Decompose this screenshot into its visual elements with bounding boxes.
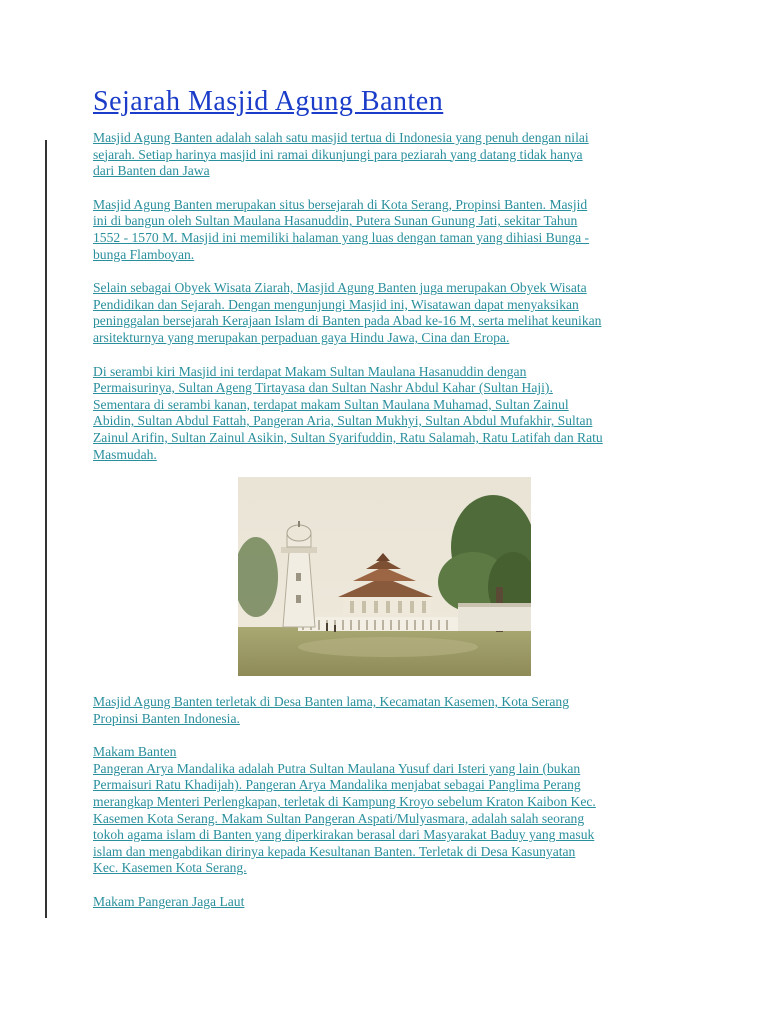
text-line: islam dan mengabdikan dirinya kepada Kesultanan Banten. Terletak di Desa Kasunyatan: [93, 843, 576, 859]
page-title[interactable]: Sejarah Masjid Agung Banten: [93, 86, 444, 117]
text-line: Kasemen Kota Serang. Makam Sultan Pangeran Aspati/Mulyasmara, adalah salah seorang: [93, 810, 585, 826]
text-line: Masmudah.: [93, 446, 157, 462]
section-heading: Makam Banten: [93, 744, 177, 760]
paragraph-location[interactable]: [93, 197, 678, 263]
mosque-painting: [238, 477, 531, 676]
mosque-illustration: [238, 477, 531, 676]
text-line: Masjid Agung Banten terletak di Desa Banten lama, Kecamatan Kasemen, Kota Serang: [93, 694, 570, 710]
text-line: Masjid Agung Banten adalah salah satu masjid tertua di Indonesia yang penuh dengan nilai: [93, 130, 589, 145]
text-line: Permaisurinya, Sultan Ageng Tirtayasa dan Sultan Nashr Abdul Kahar (Sultan Haji).: [93, 380, 553, 396]
text-line: arsitekturnya yang merupakan perpaduan gaya Hindu Jawa, Cina dan Eropa.: [93, 329, 510, 345]
paragraph-tourism[interactable]: [93, 280, 678, 346]
text-line: Propinsi Banten Indonesia.: [93, 710, 240, 726]
text-line: Pangeran Arya Mandalika adalah Putra Sultan Maulana Yusuf dari Isteri yang lain (bukan: [93, 760, 581, 776]
paragraph-makam-banten[interactable]: [93, 744, 678, 877]
margin-rule: [45, 140, 47, 918]
text-line: Sementara di serambi kanan, terdapat makam Sultan Maulana Muhamad, Sultan Zainul: [93, 396, 569, 412]
text-line: sejarah. Setiap harinya masjid ini ramai dikunjungi para peziarah yang datang tidak hanya: [93, 146, 583, 162]
text-line: 1552 - 1570 M. Masjid ini memiliki halaman yang luas dengan taman yang dihiasi Bunga -: [93, 229, 590, 245]
text-line: Permaisuri Ratu Khadijah). Pangeran Arya Mandalika menjabat sebagai Panglima Perang: [93, 777, 581, 793]
text-line: dari Banten dan Jawa: [93, 163, 210, 179]
paragraph-jaga-laut[interactable]: [93, 894, 678, 911]
text-line: bunga Flamboyan.: [93, 246, 195, 262]
text-line: ini di bangun oleh Sultan Maulana Hasanuddin, Putera Sunan Gunung Jati, sekitar Tahun: [93, 213, 578, 229]
paragraph-tombs[interactable]: [93, 364, 678, 464]
text-line: tokoh agama islam di Banten yang diperkirakan berasal dari Masyarakat Baduy yang masuk: [93, 827, 595, 843]
text-line: merangkap Menteri Perlengkapan, terletak di Kampung Kroyo sebelum Kraton Kaibon Kec.: [93, 794, 596, 810]
text-line: Zainul Arifin, Sultan Zainul Asikin, Sultan Syarifuddin, Ratu Salamah, Ratu Latifah dan Ratu: [93, 429, 603, 445]
paragraph-intro[interactable]: [93, 130, 678, 180]
text-line: Di serambi kiri Masjid ini terdapat Makam Sultan Maulana Hasanuddin dengan: [93, 363, 527, 379]
text-line: Pendidikan dan Sejarah. Dengan mengunjungi Masjid ini, Wisatawan dapat menyaksikan: [93, 296, 579, 312]
document-page: [93, 82, 678, 928]
section-heading: Makam Pangeran Jaga Laut: [93, 894, 245, 910]
text-line: Masjid Agung Banten merupakan situs bersejarah di Kota Serang, Propinsi Banten. Masjid: [93, 196, 588, 212]
text-line: Selain sebagai Obyek Wisata Ziarah, Masjid Agung Banten juga merupakan Obyek Wisata: [93, 280, 587, 296]
text-line: Abidin, Sultan Abdul Fattah, Pangeran Aria, Sultan Mukhyi, Sultan Abdul Mufakhir, Sultan: [93, 413, 593, 429]
text-line: Kec. Kasemen Kota Serang.: [93, 860, 247, 876]
paragraph-address[interactable]: [93, 694, 678, 727]
text-line: peninggalan bersejarah Kerajaan Islam di Banten pada Abad ke-16 M, serta melihat keunikan: [93, 313, 602, 329]
